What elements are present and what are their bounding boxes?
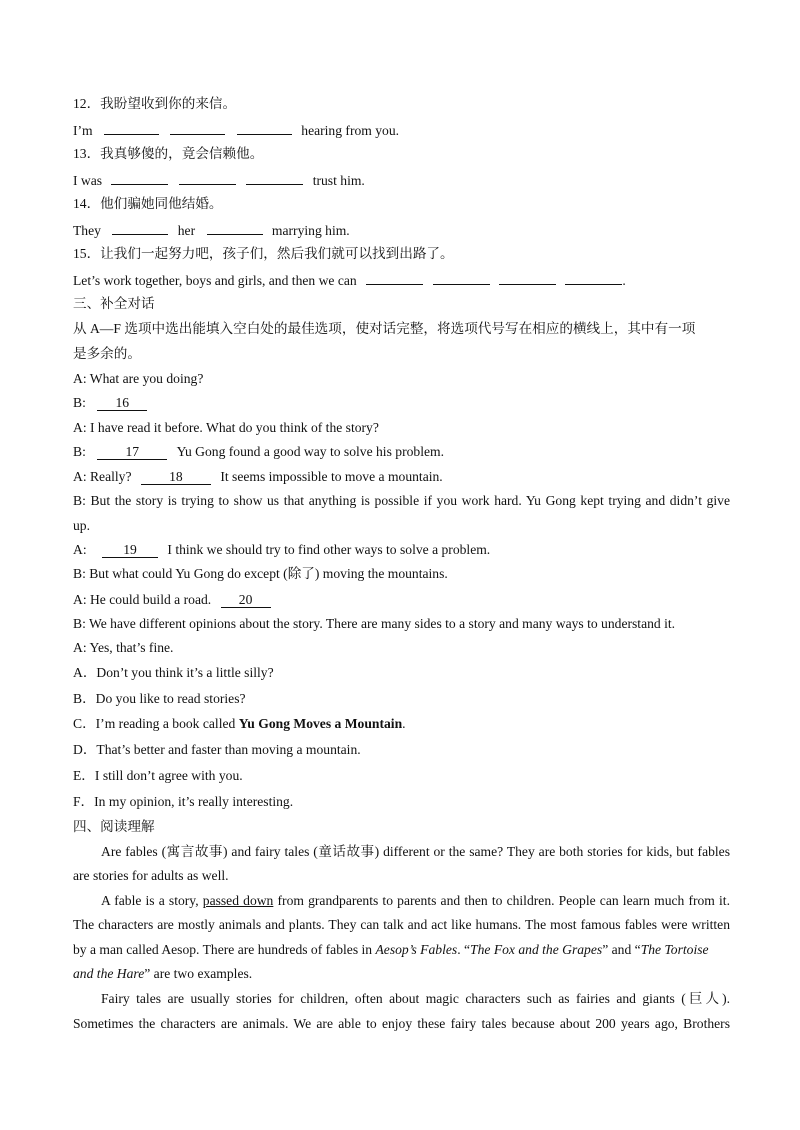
fable-title: and the Hare (73, 966, 145, 981)
blank-19[interactable]: 19 (102, 542, 158, 558)
dialog-line: A: Yes, that’s fine. (73, 640, 174, 655)
dialog-text: Yu Gong found a good way to solve his problem. (176, 444, 444, 459)
question-15-chinese: 15．让我们一起努力吧，孩子们，然后我们就可以找到出路了。 (73, 246, 454, 261)
dialog-text: It seems impossible to move a mountain. (220, 469, 443, 484)
section-3-instructions-line2: 是多余的。 (73, 346, 141, 361)
punctuation: . “ (457, 942, 471, 957)
option-c-text: C．I’m reading a book called (73, 716, 236, 731)
fable-title: The Fox and the Grapes (470, 942, 603, 957)
answer-blank[interactable] (104, 121, 159, 135)
section-3-title: 三、补全对话 (73, 296, 155, 311)
underlined-phrase: passed down (202, 893, 274, 908)
answer-blank[interactable] (112, 221, 168, 235)
option-b: B．Do you like to read stories? (73, 691, 246, 706)
answer-blank[interactable] (179, 171, 236, 185)
dialog-line (73, 542, 730, 558)
q15-suffix: . (622, 273, 626, 288)
option-d: D．That’s better and faster than moving a mountain. (73, 742, 361, 757)
answer-blank[interactable] (366, 271, 423, 285)
book-title: Yu Gong Moves a Mountain (238, 716, 403, 731)
q15-prefix: Let’s work together, boys and girls, and then we can (73, 273, 357, 288)
question-12-english (73, 121, 730, 139)
passage-line (101, 893, 730, 909)
dialog-text: I think we should try to find other ways to solve a problem. (167, 542, 491, 557)
dialog-line (73, 469, 730, 485)
question-13-chinese: 13．我真够傻的，竟会信赖他。 (73, 146, 264, 161)
answer-blank[interactable] (207, 221, 263, 235)
passage-line (73, 942, 730, 958)
q13-suffix: trust him. (312, 173, 365, 188)
question-13-english (73, 171, 730, 189)
blank-17[interactable]: 17 (97, 444, 167, 460)
section-4-title: 四、阅读理解 (73, 819, 155, 834)
question-15-english (73, 271, 730, 289)
book-title: Aesop’s Fables (375, 942, 458, 957)
answer-blank[interactable] (565, 271, 622, 285)
option-e: E．I still don’t agree with you. (73, 768, 243, 783)
q13-prefix: I was (73, 173, 103, 188)
answer-blank[interactable] (170, 121, 225, 135)
passage-text: ” are two examples. (144, 966, 253, 981)
question-14-english (73, 221, 730, 239)
passage-line: Are fables (寓言故事) and fairy tales (童话故事) different or the same? They are both stories for kids, but fables (101, 844, 730, 859)
answer-blank[interactable] (499, 271, 556, 285)
passage-line: are stories for adults as well. (73, 868, 229, 883)
fable-title: The Tortoise (640, 942, 709, 957)
passage-text: from grandparents to parents and then to children. People can learn much from it. (277, 893, 730, 908)
question-14-chinese: 14．他们骗她同他结婚。 (73, 196, 223, 211)
passage-line: Sometimes the characters are animals. We are able to enjoy these fairy tales because about 200 years ago, Brothers (73, 1016, 730, 1031)
option-c-end: . (402, 716, 406, 731)
passage-text: by a man called Aesop. There are hundreds of fables in (73, 942, 373, 957)
speaker-label: B: (73, 444, 86, 459)
dialog-line: B: We have different opinions about the story. There are many sides to a story and many ways to understand it. (73, 616, 676, 631)
answer-blank[interactable] (111, 171, 168, 185)
q12-prefix: I’m (73, 123, 93, 138)
option-f: F．In my opinion, it’s really interesting. (73, 794, 294, 809)
dialog-line: up. (73, 518, 90, 533)
dialog-line: B: But what could Yu Gong do except (除了) moving the mountains. (73, 566, 448, 581)
speaker-label: A: (73, 542, 87, 557)
dialog-text: A: Really? (73, 469, 132, 484)
q14-suffix: marrying him. (271, 223, 350, 238)
dialog-text: A: He could build a road. (73, 592, 212, 607)
option-c (73, 716, 730, 732)
passage-text: A fable is a story, (101, 893, 199, 908)
answer-blank[interactable] (433, 271, 490, 285)
dialog-line (73, 444, 730, 460)
section-3-instructions-line1: 从 A—F 选项中选出能填入空白处的最佳选项，使对话完整，将选项代号写在相应的横线上，其中有一项 (73, 321, 696, 336)
dialog-line: A: What are you doing? (73, 371, 204, 386)
punctuation: ” and “ (602, 942, 641, 957)
question-12-chinese: 12．我盼望收到你的来信。 (73, 96, 237, 111)
passage-line (73, 966, 730, 982)
blank-18[interactable]: 18 (141, 469, 211, 485)
blank-16[interactable]: 16 (97, 395, 147, 411)
answer-blank[interactable] (246, 171, 303, 185)
dialog-line: B: But the story is trying to show us that anything is possible if you work hard. Yu Gong kept trying and didn’t give (73, 493, 730, 508)
passage-line: Fairy tales are usually stories for children, often about magic characters such as fairies and giants (巨人). (101, 991, 730, 1006)
q14-prefix: They (73, 223, 101, 238)
dialog-line: A: I have read it before. What do you think of the story? (73, 420, 379, 435)
blank-20[interactable]: 20 (221, 592, 271, 608)
q12-suffix: hearing from you. (301, 123, 400, 138)
q14-middle: her (177, 223, 196, 238)
option-a: A．Don’t you think it’s a little silly? (73, 665, 274, 680)
answer-blank[interactable] (237, 121, 292, 135)
passage-line: The characters are mostly animals and plants. They can talk and act like humans. The most famous fables were written (73, 917, 730, 932)
dialog-line (73, 592, 730, 608)
speaker-label: B: (73, 395, 86, 410)
dialog-line (73, 395, 730, 411)
